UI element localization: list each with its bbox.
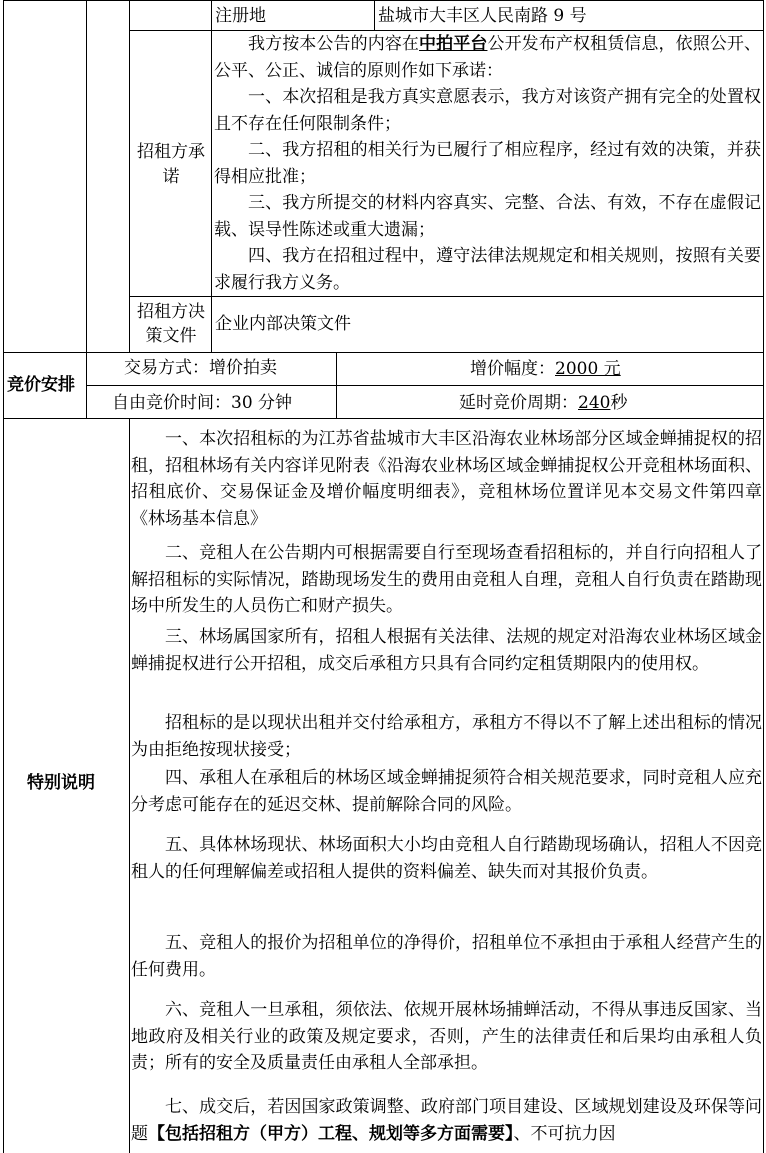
commit-item: 二、我方招租的相关行为已履行了相应程序，经过有效的决策，并获得相应批准； xyxy=(214,140,761,187)
special-p9 xyxy=(131,1094,762,1147)
special-p8: 六、竞租人一旦承租，须依法、依规开展林场捕蝉活动，不得从事违反国家、当地政府及相关行业的政策及规定要求，否则，产生的法律责任和后果均由承租人负责；所有的安全及质量责任由承租人全部承担。 xyxy=(131,1000,762,1073)
special-p2: 二、竞租人在公告期内可根据需要自行至现场查看招租标的，并自行向招租人了解招租标的实际情况，踏勘现场发生的费用由竞租人自理，竞租人自行负责在踏勘现场中所发生的人员伤亡和财产损失。 xyxy=(131,543,762,616)
method-label: 交易方式： xyxy=(124,358,209,378)
free-time-label: 自由竞价时间： xyxy=(112,393,231,413)
commit-intro-pre: 我方按本公告的内容在 xyxy=(248,34,420,54)
increment-value: 2000 元 xyxy=(555,359,621,379)
increment-label: 增价幅度： xyxy=(470,359,555,379)
special-p6: 五、具体林场现状、林场面积大小均由竞租人自行踏勘现场确认，招租人不因竞租人的任何理解偏差或招租人提供的资料偏差、缺失而对其报价负责。 xyxy=(131,835,762,882)
commit-item: 一、本次招租是我方真实意愿表示，我方对该资产拥有完全的处置权且不存在任何限制条件； xyxy=(214,87,761,134)
commit-label xyxy=(131,140,211,190)
bidding-label: 竞价安排 xyxy=(7,375,75,395)
free-time-value: 30 分钟 xyxy=(231,393,293,413)
special-label: 特别说明 xyxy=(27,773,95,793)
method-cell xyxy=(124,358,277,378)
decision-value: 企业内部决策文件 xyxy=(215,314,351,334)
increment-cell xyxy=(470,359,621,379)
reg-value: 盐城市大丰区人民南路 9 号 xyxy=(378,6,587,26)
commit-label-text: 招租方承诺 xyxy=(137,142,205,187)
commit-item: 三、我方所提交的材料内容真实、完整、合法、有效，不存在虚假记载、误导性陈述或重大遗漏； xyxy=(214,193,761,240)
commit-item: 四、我方在招租过程中，遵守法律法规规定和相关规则，按照有关要求履行我方义务。 xyxy=(214,246,761,293)
special-p9-bold: 【包括招租方（甲方）工程、规划等多方面需要】 xyxy=(148,1123,514,1144)
platform-name: 中拍平台 xyxy=(419,34,488,54)
special-p4: 招租标的是以现状出租并交付给承租方，承租方不得以不了解上述出租标的情况为由拒绝按现状接受； xyxy=(131,713,762,760)
delay-cell xyxy=(459,393,627,413)
commit-body xyxy=(214,31,761,296)
free-time-cell xyxy=(112,393,292,413)
special-p7: 五、竞租人的报价为招租单位的净得价，招租单位不承担由于承租人经营产生的任何费用。 xyxy=(131,933,762,980)
delay-unit: 秒 xyxy=(610,393,628,413)
decision-label-text: 招租方决策文件 xyxy=(137,302,205,346)
special-p9-pre: 七、成交后，若因国家政策调整、政府部门项目建设、区域规划建设及环保等问题 xyxy=(131,1097,762,1144)
commit-intro-post: 公开发布产权租赁信息，依照公开、公平、公正、诚信的原则作如下承诺： xyxy=(214,34,762,81)
delay-label: 延时竞价周期： xyxy=(459,393,578,413)
decision-label xyxy=(131,300,211,348)
method-value: 增价拍卖 xyxy=(209,358,277,378)
delay-value: 240 xyxy=(578,393,611,413)
special-p1: 一、本次招租标的为江苏省盐城市大丰区沿海农业林场部分区域金蝉捕捉权的招租，招租林场有关内容详见附表《沿海农业林场区域金蝉捕捉权公开竞租林场面积、招租底价、交易保证金及增价幅度明细表》，竞租林场位置详见本交易文件第四章《林场基本信息》 xyxy=(131,429,762,529)
special-p5: 四、承租人在承租后的林场区域金蝉捕捉须符合相关规范要求，同时竞租人应充分考虑可能存在的延迟交林、提前解除合同的风险。 xyxy=(131,768,762,815)
commit-intro xyxy=(214,31,761,84)
special-p3: 三、林场属国家所有，招租人根据有关法律、法规的规定对沿海农业林场区域金蝉捕捉权进行公开招租，成交后承租方只具有合同约定租赁期限内的使用权。 xyxy=(131,627,762,674)
reg-label: 注册地 xyxy=(215,6,266,26)
special-p9-post: 、不可抗力因 xyxy=(513,1123,616,1144)
